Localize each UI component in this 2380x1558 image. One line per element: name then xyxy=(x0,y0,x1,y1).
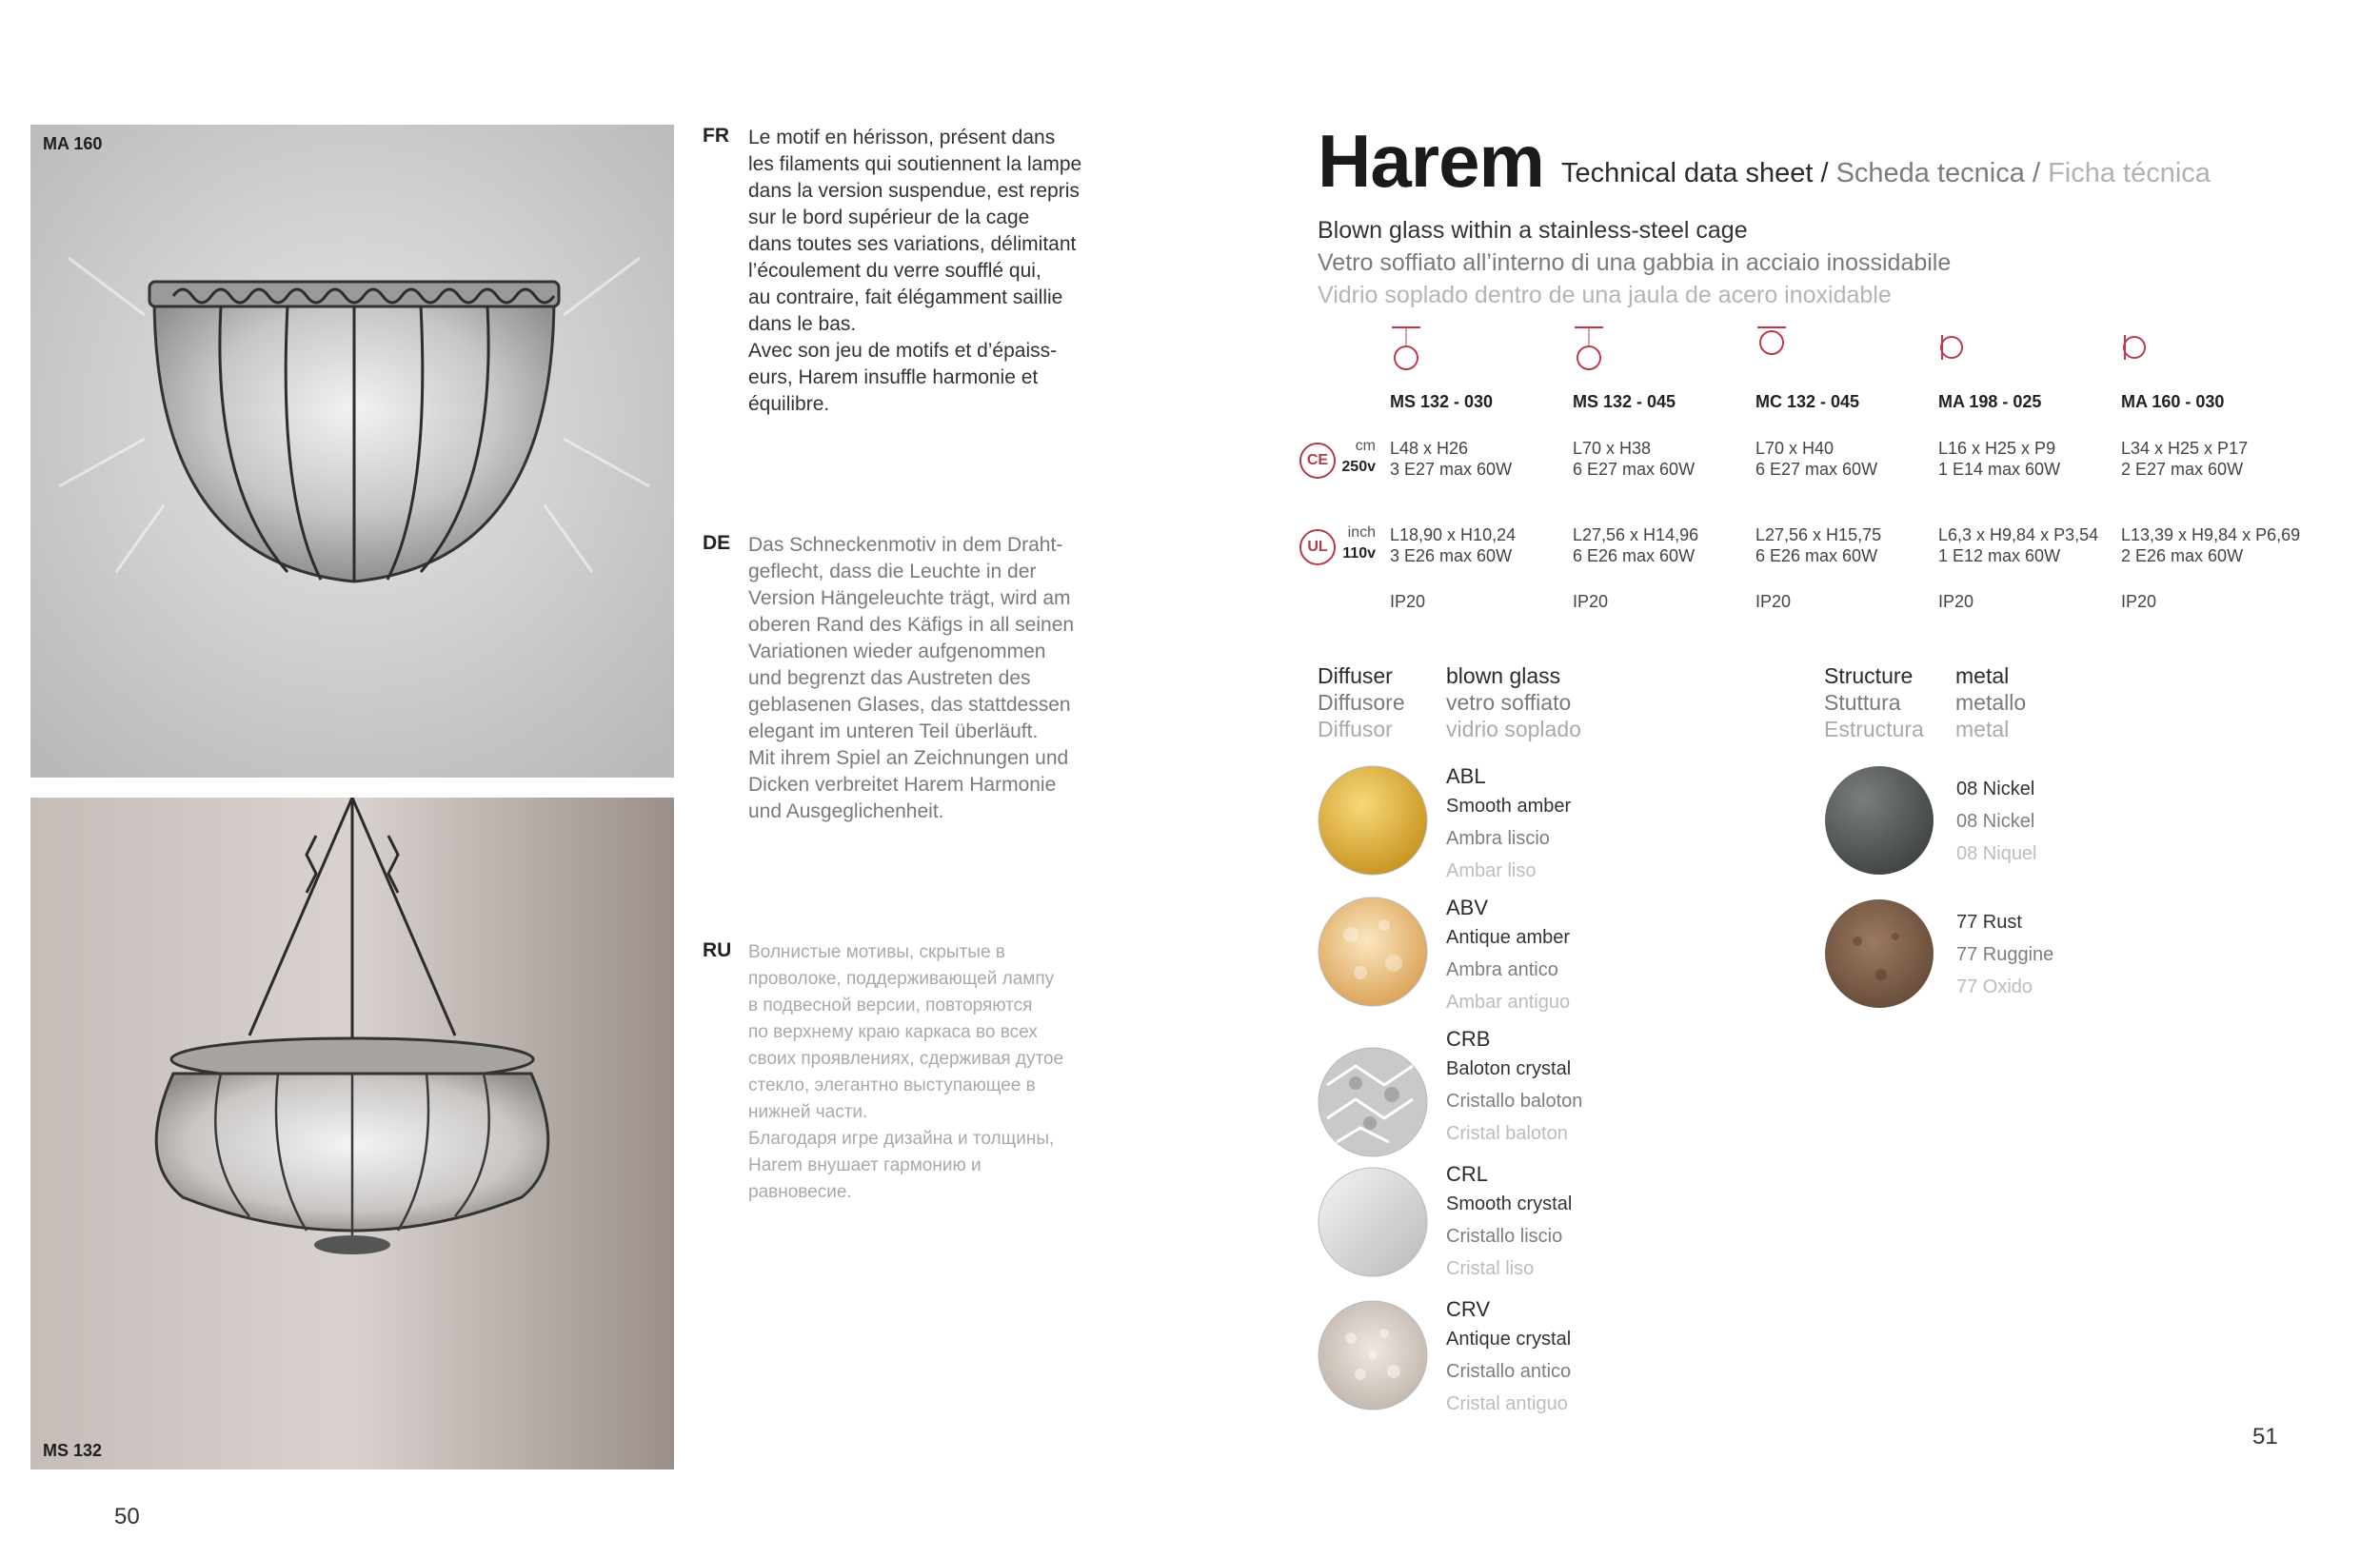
diffuser-material-it: vetro soffiato xyxy=(1446,690,1572,715)
ip-rating: IP20 xyxy=(1390,592,1426,611)
diffuser-heading-it: Diffusore xyxy=(1318,690,1405,715)
dims-inch: L27,56 x H14,96 xyxy=(1573,525,1699,544)
finish-code: CRV xyxy=(1446,1297,1491,1321)
finish-rust xyxy=(1956,906,2053,1003)
finish-code: ABV xyxy=(1446,896,1489,919)
bulbs-eu: 1 E14 max 60W xyxy=(1938,460,2061,479)
model-code: MC 132 - 045 xyxy=(1755,392,1860,411)
bulbs-us: 3 E26 max 60W xyxy=(1390,546,1513,565)
subtitle-sep-2: / xyxy=(2024,158,2049,188)
ip-rating: IP20 xyxy=(1938,592,1974,611)
lang-text-ru: Волнистые мотивы, скрытые в проволоке, поддерживающей лампу в подвесной версии, повторяются по верхнему краю каркаса во всех своих проявлениях, сдерживая дутое стекло, элегантно выступающее в нижней части. Благодаря игре дизайна и толщины, Harem внушает гармонию и равновесие. xyxy=(748,942,1064,1202)
diffuser-material xyxy=(1446,662,1581,742)
swatch-crystal-smooth xyxy=(1318,1167,1428,1277)
lang-text-fr: Le motif en hérisson, présent dans les filaments qui soutiennent la lampe dans la version suspendue, est repris sur le bord supérieur de la cage dans toutes ses variations, délimitant l’écoulement du verre soufflé qui, au contraire, fait élégamment saillie dans le bas. Avec son jeu de motifs et d’épaiss- eurs, Harem insuffle harmonie et équilibre. xyxy=(748,127,1082,415)
bulbs-us: 1 E12 max 60W xyxy=(1938,546,2061,565)
lang-code-de: DE xyxy=(703,532,731,554)
structure-heading-it: Stuttura xyxy=(1824,690,1901,715)
photo-label-top: MA 160 xyxy=(43,134,103,153)
page-number-left: 50 xyxy=(114,1504,140,1529)
dims-inch: L6,3 x H9,84 x P3,54 xyxy=(1938,525,2099,544)
bulbs-us: 6 E26 max 60W xyxy=(1573,546,1696,565)
finish-name-es: Ambar liso xyxy=(1446,860,1537,881)
swatch-rust xyxy=(1824,898,1934,1009)
photo-pendant-lamp xyxy=(30,798,674,1469)
finish-abv xyxy=(1446,895,1570,1018)
unit-inch-label: inch xyxy=(1347,524,1376,541)
lang-code-ru: RU xyxy=(703,939,732,961)
bulbs-us: 6 E26 max 60W xyxy=(1755,546,1878,565)
model-code: MA 160 - 030 xyxy=(2121,392,2225,411)
finish-name-es: Ambar antiguo xyxy=(1446,992,1571,1013)
pendant-lamp-image xyxy=(30,798,674,1469)
finish-name-en: Antique amber xyxy=(1446,927,1571,948)
unit-cm-label: cm xyxy=(1355,438,1376,454)
model-code: MS 132 - 045 xyxy=(1573,392,1676,411)
lang-code-fr: FR xyxy=(703,125,729,147)
swatch-amber-smooth xyxy=(1318,765,1428,876)
page-number-right: 51 xyxy=(2252,1424,2278,1450)
finish-name-es: Cristal liso xyxy=(1446,1258,1535,1279)
ip-rating: IP20 xyxy=(1755,592,1792,611)
subtitle xyxy=(1561,158,2211,189)
diffuser-material-en: blown glass xyxy=(1446,663,1561,688)
subtitle-en: Technical data sheet xyxy=(1561,158,1814,188)
dims-cm: L70 x H40 xyxy=(1755,439,1835,458)
finish-abl xyxy=(1446,763,1571,887)
description-it: Vetro soffiato all’interno di una gabbia in acciaio inossidabile xyxy=(1318,249,1952,276)
swatch-nickel xyxy=(1824,765,1934,876)
finish-crl xyxy=(1446,1161,1572,1285)
finish-name-en: 08 Nickel xyxy=(1956,779,2035,799)
structure-material-es: metal xyxy=(1955,717,2010,741)
model-code: MS 132 - 030 xyxy=(1390,392,1494,411)
structure-material xyxy=(1955,662,2026,742)
subtitle-es: Ficha técnica xyxy=(2048,158,2211,188)
diffuser-material-es: vidrio soplado xyxy=(1446,717,1581,741)
wall-lamp-image xyxy=(30,125,674,778)
structure-material-it: metallo xyxy=(1955,690,2027,715)
diffuser-heading-es: Diffusor xyxy=(1318,717,1393,741)
dims-cm: L34 x H25 x P17 xyxy=(2121,439,2249,458)
diffuser-heading-en: Diffuser xyxy=(1318,663,1393,688)
dims-inch: L27,56 x H15,75 xyxy=(1755,525,1882,544)
lang-text-de: Das Schneckenmotiv in dem Draht- geflecht, dass die Leuchte in der Version Hängeleuchte trägt, wird am oberen Rand des Käfigs in all seinen Variationen wieder aufgenommen und begrenzt das Austreten des geblasenen Glases, das stattdessen elegant im unteren Teil überläuft. Mit ihrem Spiel an Zeichnungen und Dicken verbreitet Harem Harmonie und Ausgeglichenheit. xyxy=(748,534,1075,822)
photo-wall-lamp xyxy=(30,125,674,778)
finish-code: ABL xyxy=(1446,764,1486,788)
finish-name-es: 08 Niquel xyxy=(1956,843,2037,864)
ip-rating: IP20 xyxy=(1573,592,1609,611)
swatch-amber-antique xyxy=(1318,897,1428,1007)
dims-cm: L70 x H38 xyxy=(1573,439,1652,458)
description-es: Vidrio soplado dentro de una jaula de acero inoxidable xyxy=(1318,282,1892,308)
finish-name-it: 77 Ruggine xyxy=(1956,944,2054,965)
dims-cm: L48 x H26 xyxy=(1390,439,1469,458)
diffuser-heading xyxy=(1318,662,1405,742)
finish-name-es: 77 Oxido xyxy=(1956,976,2033,997)
finish-name-es: Cristal baloton xyxy=(1446,1123,1568,1144)
finish-name-it: Cristallo baloton xyxy=(1446,1091,1583,1112)
voltage-250-label: 250v xyxy=(1341,459,1376,475)
model-code: MA 198 - 025 xyxy=(1938,392,2042,411)
finish-name-it: 08 Nickel xyxy=(1956,811,2035,832)
finish-code: CRL xyxy=(1446,1162,1489,1186)
subtitle-it: Scheda tecnica xyxy=(1835,158,2025,188)
finish-name-it: Cristallo antico xyxy=(1446,1361,1572,1382)
ceiling-icon xyxy=(1755,324,1794,371)
finish-name-en: Antique crystal xyxy=(1446,1329,1572,1350)
pendant-icon xyxy=(1573,324,1611,371)
ul-mark-icon: UL xyxy=(1299,529,1336,565)
ip-rating: IP20 xyxy=(2121,592,2157,611)
finish-name-es: Cristal antiguo xyxy=(1446,1393,1568,1414)
dims-cm: L16 x H25 x P9 xyxy=(1938,439,2056,458)
swatch-crystal-baloton xyxy=(1318,1047,1428,1157)
bulbs-us: 2 E26 max 60W xyxy=(2121,546,2244,565)
structure-heading xyxy=(1824,662,1924,742)
structure-heading-en: Structure xyxy=(1824,663,1914,688)
finish-crv xyxy=(1446,1296,1571,1420)
ce-mark-icon: CE xyxy=(1299,443,1336,479)
finish-code: CRB xyxy=(1446,1027,1491,1051)
pendant-icon xyxy=(1390,324,1428,371)
structure-material-en: metal xyxy=(1955,663,2010,688)
bulbs-eu: 6 E27 max 60W xyxy=(1573,460,1696,479)
dims-inch: L18,90 x H10,24 xyxy=(1390,525,1517,544)
finish-name-en: Baloton crystal xyxy=(1446,1058,1572,1079)
voltage-110-label: 110v xyxy=(1342,545,1376,562)
finish-name-en: Smooth amber xyxy=(1446,796,1572,817)
bulbs-eu: 3 E27 max 60W xyxy=(1390,460,1513,479)
finish-name-en: 77 Rust xyxy=(1956,912,2022,933)
subtitle-sep-1: / xyxy=(1813,158,1836,188)
wall-icon xyxy=(2121,324,2159,371)
finish-name-it: Ambra liscio xyxy=(1446,828,1550,849)
structure-heading-es: Estructura xyxy=(1824,717,1924,741)
finish-name-it: Cristallo liscio xyxy=(1446,1226,1563,1247)
finish-name-it: Ambra antico xyxy=(1446,959,1558,980)
finish-name-en: Smooth crystal xyxy=(1446,1193,1573,1214)
photo-label-bottom: MS 132 xyxy=(43,1441,103,1460)
swatch-crystal-antique xyxy=(1318,1300,1428,1410)
wall-icon xyxy=(1938,324,1976,371)
bulbs-eu: 6 E27 max 60W xyxy=(1755,460,1878,479)
description-en: Blown glass within a stainless-steel cage xyxy=(1318,217,1748,244)
finish-crb xyxy=(1446,1026,1582,1150)
dims-inch: L13,39 x H9,84 x P6,69 xyxy=(2121,525,2301,544)
finish-nickel xyxy=(1956,773,2037,870)
bulbs-eu: 2 E27 max 60W xyxy=(2121,460,2244,479)
product-title: Harem xyxy=(1318,119,1544,203)
